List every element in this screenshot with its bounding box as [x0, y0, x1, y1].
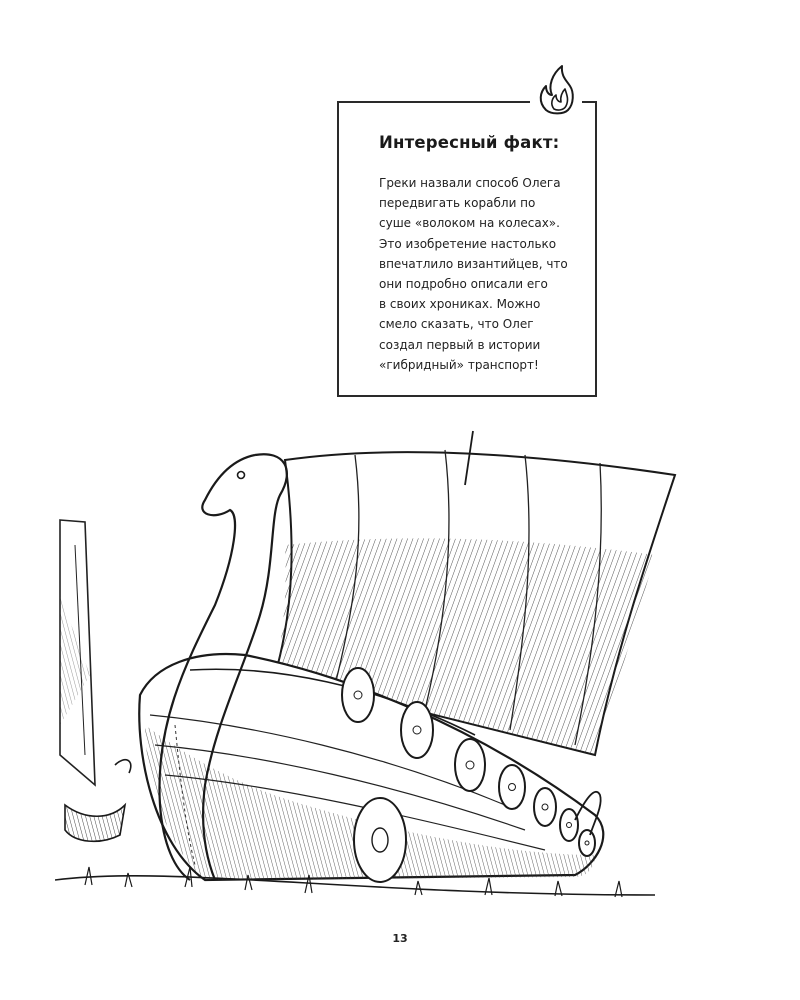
fact-line: смело сказать, что Олег	[379, 317, 534, 332]
small-boat	[65, 760, 131, 842]
viking-longship-icon	[55, 425, 695, 915]
fact-line: суше «волоком на колесах».	[379, 216, 560, 231]
fact-text	[379, 173, 584, 375]
fact-line: Это изобретение настолько	[379, 236, 557, 251]
shield	[499, 765, 525, 809]
fact-line: впечатлило византийцев, что	[379, 256, 568, 271]
shield	[342, 668, 374, 722]
fact-line: они подробно описали его	[379, 277, 548, 292]
shield	[579, 830, 595, 856]
background-sail	[60, 520, 95, 785]
fact-line: создал первый в истории	[379, 337, 541, 352]
flame-icon	[536, 62, 580, 120]
fact-box	[337, 101, 597, 397]
shield	[401, 702, 433, 758]
fact-line: передвигать корабли по	[379, 196, 536, 211]
shield	[560, 809, 578, 841]
fact-line: в своих хрониках. Можно	[379, 297, 541, 312]
shield	[455, 739, 485, 791]
fact-line: Греки назвали способ Олега	[379, 176, 561, 190]
fact-line: «гибридный» транспорт!	[379, 357, 539, 372]
fact-title: Интересный факт:	[379, 133, 560, 152]
shield	[534, 788, 556, 826]
page-number: 13	[392, 932, 408, 945]
